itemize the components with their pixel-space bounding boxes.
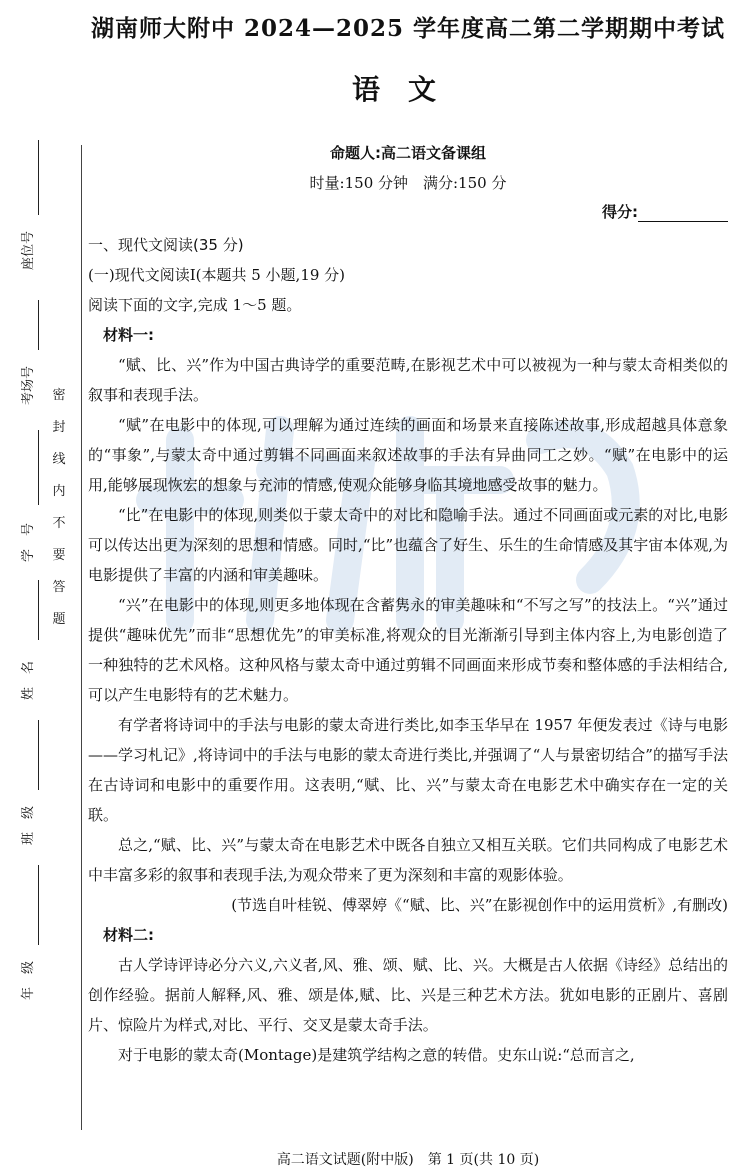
- exam-room-label: 考场号: [21, 365, 36, 405]
- score-blank[interactable]: [638, 205, 728, 222]
- subject-title: 语文: [351, 73, 464, 106]
- paragraph: 古人学诗评诗必分六义,六义者,风、雅、颂、赋、比、兴。大概是古人依据《诗经》总结出的创作经验。据前人解释,风、雅、颂是体,赋、比、兴是三种艺术方法。犹如电影的正剧片、喜剧片、惊险片为样式,对比、平行、交叉是蒙太奇手法。: [88, 956, 728, 1034]
- seat-number-label: 座位号: [21, 230, 36, 270]
- paragraph: “赋”在电影中的体现,可以理解为通过连续的画面和场景来直接陈述故事,形成超越具体意象的“事象”,与蒙太奇中通过剪辑不同画面来叙述故事的手法有异曲同工之妙。“赋”在电影中的运用,能够展现恢宏的想象与充沛的情感,使观众能够身临其境地感受故事的魅力。: [88, 416, 728, 494]
- class-label: 班 级: [21, 805, 36, 845]
- paragraph: 总之,“赋、比、兴”与蒙太奇在电影艺术中既各自独立又相互关联。它们共同构成了电影艺术中丰富多彩的叙事和表现手法,为观众带来了更为深刻和丰富的观影体验。: [88, 836, 728, 884]
- passage: [88, 230, 728, 1070]
- binding-margin: [0, 0, 85, 1175]
- seal-notice: 密封线内不要答题: [52, 388, 66, 627]
- author-line: 命题人:高二语文备课组: [330, 144, 486, 162]
- score-field: [602, 201, 728, 222]
- grade-line: [38, 865, 39, 945]
- score-label: 得分:: [602, 203, 638, 221]
- paragraph: “兴”在电影中的体现,则更多地体现在含蓄隽永的审美趣味和“不写之写”的技法上。“兴”通过提供“趣味优先”而非“思想优先”的审美标准,将观众的目光渐渐引导到主体内容上,为电影创造了一种独特的艺术风格。这种风格与蒙太奇中通过剪辑不同画面来形成节奏和整体感的手法相结合,可以产生电影特有的艺术魅力。: [88, 596, 728, 704]
- instruction: 阅读下面的文字,完成 1～5 题。: [88, 296, 302, 314]
- source-citation: (节选自叶桂锐、傅翠婷《“赋、比、兴”在影视创作中的运用赏析》,有删改): [231, 896, 728, 914]
- section-heading: 一、现代文阅读(35 分): [88, 236, 244, 254]
- exam-room-line: [38, 300, 39, 350]
- paragraph: “赋、比、兴”作为中国古典诗学的重要范畴,在影视艺术中可以被视为一种与蒙太奇相类似的叙事和表现手法。: [88, 356, 728, 404]
- time-score-line: 时量:150 分钟 满分:150 分: [309, 174, 507, 192]
- class-line: [38, 720, 39, 790]
- subsection-heading: (一)现代文阅读Ⅰ(本题共 5 小题,19 分): [88, 266, 346, 284]
- name-line: [38, 580, 39, 640]
- seat-number-line: [38, 140, 39, 215]
- page-footer: 高二语文试题(附中版) 第 1 页(共 10 页): [276, 1152, 540, 1168]
- material-one-label: 材料一:: [103, 326, 154, 344]
- student-id-label: 学 号: [21, 522, 36, 562]
- exam-title: 湖南师大附中 2024—2025 学年度高二第二学期期中考试: [90, 15, 726, 42]
- paragraph: 有学者将诗词中的手法与电影的蒙太奇进行类比,如李玉华早在 1957 年便发表过《诗与电影——学习札记》,将诗词中的手法与电影的蒙太奇进行类比,并强调了“人与景密切结合”的描写手法在古诗词和电影中的重要作用。这表明,“赋、比、兴”与蒙太奇在电影艺术中确实存在一定的关联。: [88, 716, 728, 824]
- paragraph: 对于电影的蒙太奇(Montage)是建筑学结构之意的转借。史东山说:“总而言之,: [118, 1046, 635, 1064]
- material-two-label: 材料二:: [103, 926, 154, 944]
- name-label: 姓 名: [21, 660, 36, 700]
- grade-label: 年 级: [21, 960, 36, 1000]
- student-id-line: [38, 430, 39, 505]
- margin-divider: [81, 145, 82, 1130]
- paragraph: “比”在电影中的体现,则类似于蒙太奇中的对比和隐喻手法。通过不同画面或元素的对比,电影可以传达出更为深刻的思想和情感。同时,“比”也蕴含了好生、乐生的生命情感及其宇宙本体观,为电影提供了丰富的内涵和审美趣味。: [88, 506, 728, 584]
